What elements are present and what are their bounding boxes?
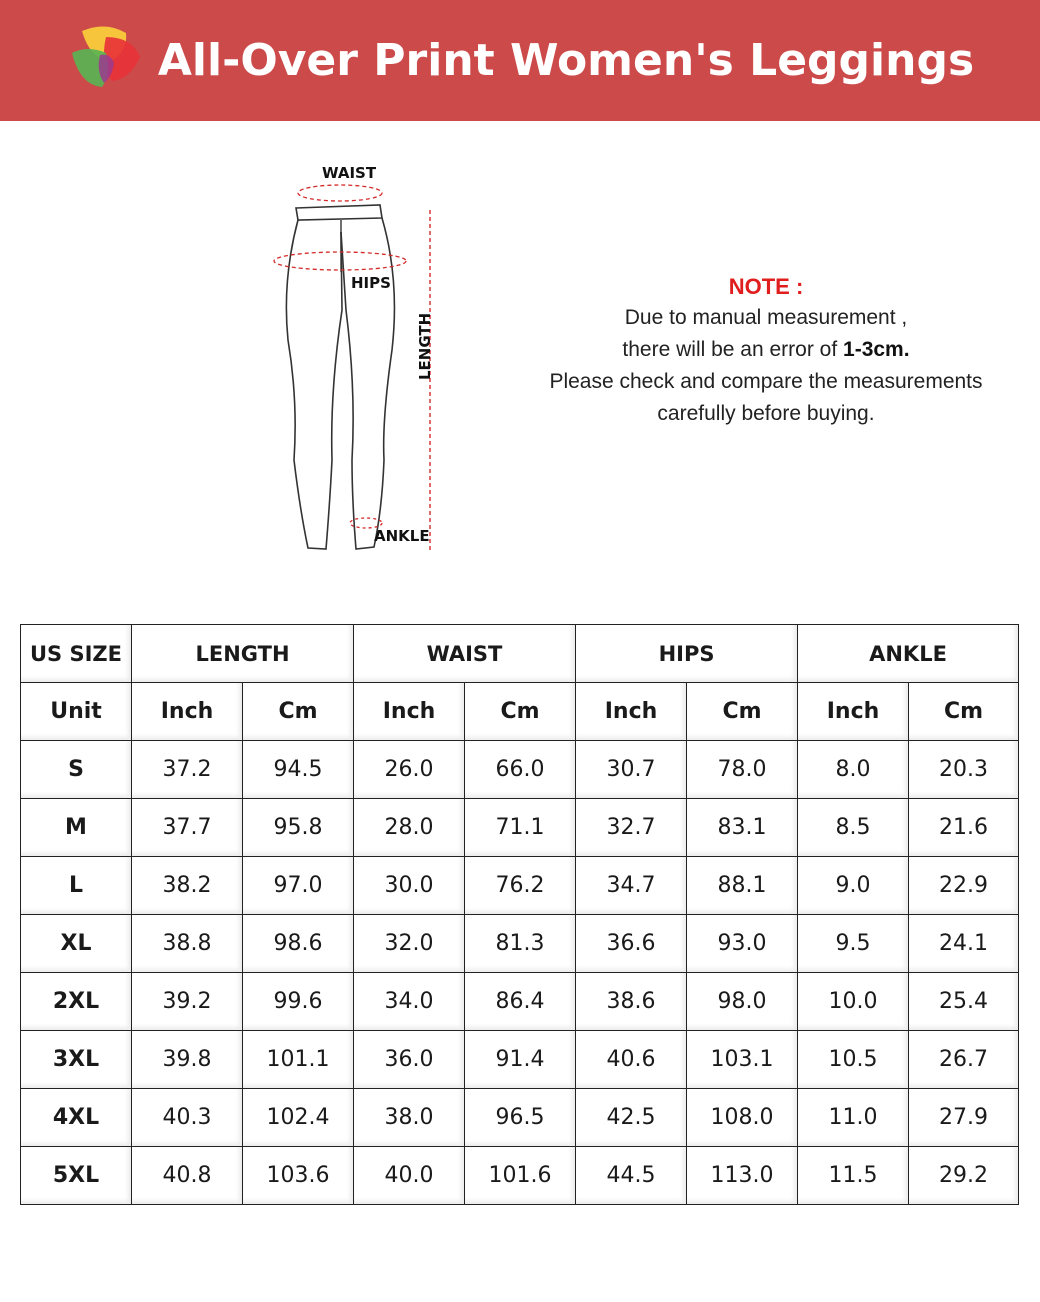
measurement-cell: 32.7 [576, 799, 687, 857]
table-row [21, 741, 1019, 799]
measurement-cell: 28.0 [354, 799, 465, 857]
group-header-length: LENGTH [132, 625, 354, 683]
note-line-3: Please check and compare the measurements [549, 370, 983, 393]
measurement-cell: 34.7 [576, 857, 687, 915]
measurement-cell: 37.7 [132, 799, 243, 857]
measurement-cell: 39.8 [132, 1031, 243, 1089]
measurement-cell: 102.4 [243, 1089, 354, 1147]
unit-cell: Inch [576, 683, 687, 741]
measurement-cell: 38.2 [132, 857, 243, 915]
measurement-cell: 94.5 [243, 741, 354, 799]
measurement-cell: 29.2 [909, 1147, 1019, 1205]
measurement-cell: 78.0 [687, 741, 798, 799]
measurement-note [536, 272, 996, 430]
unit-cell: Inch [798, 683, 909, 741]
unit-cell: Cm [687, 683, 798, 741]
measurement-cell: 97.0 [243, 857, 354, 915]
unit-cell: Inch [354, 683, 465, 741]
table-row [21, 857, 1019, 915]
note-line-2-text: there will be an error of [622, 338, 844, 361]
unit-label: Unit [21, 683, 132, 741]
size-cell: 3XL [21, 1031, 132, 1089]
measurement-cell: 86.4 [465, 973, 576, 1031]
measurement-cell: 30.0 [354, 857, 465, 915]
size-cell: XL [21, 915, 132, 973]
measurement-cell: 26.7 [909, 1031, 1019, 1089]
unit-cell: Cm [909, 683, 1019, 741]
measurement-cell: 36.6 [576, 915, 687, 973]
table-row [21, 1031, 1019, 1089]
group-header-hips: HIPS [576, 625, 798, 683]
note-line-1: Due to manual measurement , [624, 306, 908, 329]
size-cell: 2XL [21, 973, 132, 1031]
measurement-cell: 98.0 [687, 973, 798, 1031]
measurement-cell: 32.0 [354, 915, 465, 973]
group-header-ankle: ANKLE [798, 625, 1019, 683]
measurement-cell: 40.0 [354, 1147, 465, 1205]
size-cell: 4XL [21, 1089, 132, 1147]
measurement-cell: 99.6 [243, 973, 354, 1031]
measurement-cell: 93.0 [687, 915, 798, 973]
table-row [21, 915, 1019, 973]
header-banner [0, 0, 1040, 121]
note-title: NOTE : [728, 274, 804, 299]
measurement-cell: 10.5 [798, 1031, 909, 1089]
measurement-cell: 103.6 [243, 1147, 354, 1205]
measurement-cell: 81.3 [465, 915, 576, 973]
measurement-cell: 101.6 [465, 1147, 576, 1205]
unit-cell: Cm [243, 683, 354, 741]
measurement-cell: 25.4 [909, 973, 1019, 1031]
measurement-cell: 30.7 [576, 741, 687, 799]
measurement-cell: 91.4 [465, 1031, 576, 1089]
measurement-cell: 38.6 [576, 973, 687, 1031]
measurement-cell: 66.0 [465, 741, 576, 799]
measurement-cell: 11.5 [798, 1147, 909, 1205]
measurement-cell: 20.3 [909, 741, 1019, 799]
measurement-cell: 26.0 [354, 741, 465, 799]
size-cell: 5XL [21, 1147, 132, 1205]
note-error-range: 1-3cm. [843, 338, 910, 361]
measurement-cell: 88.1 [687, 857, 798, 915]
measurement-cell: 83.1 [687, 799, 798, 857]
measurement-cell: 10.0 [798, 973, 909, 1031]
unit-cell: Inch [132, 683, 243, 741]
table-row [21, 973, 1019, 1031]
measurement-cell: 96.5 [465, 1089, 576, 1147]
leggings-diagram [260, 160, 480, 560]
measurement-cell: 108.0 [687, 1089, 798, 1147]
measurement-cell: 38.0 [354, 1089, 465, 1147]
unit-cell: Cm [465, 683, 576, 741]
table-row [21, 1089, 1019, 1147]
measurement-cell: 71.1 [465, 799, 576, 857]
table-row [21, 799, 1019, 857]
measurement-cell: 76.2 [465, 857, 576, 915]
size-cell: S [21, 741, 132, 799]
measurement-cell: 42.5 [576, 1089, 687, 1147]
page-title: All-Over Print Women's Leggings [157, 35, 975, 86]
ankle-label: ANKLE [374, 527, 430, 545]
measurement-cell: 21.6 [909, 799, 1019, 857]
measurement-cell: 11.0 [798, 1089, 909, 1147]
size-cell: L [21, 857, 132, 915]
measurement-cell: 37.2 [132, 741, 243, 799]
note-line-2 [536, 334, 996, 366]
measurement-cell: 24.1 [909, 915, 1019, 973]
measurement-cell: 40.8 [132, 1147, 243, 1205]
length-label: LENGTH [416, 312, 434, 380]
measurement-cell: 40.6 [576, 1031, 687, 1089]
measurement-cell: 98.6 [243, 915, 354, 973]
measurement-cell: 103.1 [687, 1031, 798, 1089]
measurement-cell: 44.5 [576, 1147, 687, 1205]
brand-logo-icon [66, 23, 146, 93]
measurement-cell: 95.8 [243, 799, 354, 857]
measurement-cell: 8.5 [798, 799, 909, 857]
size-chart-table [20, 624, 1019, 1205]
leggings-outline-icon [260, 160, 480, 560]
size-cell: M [21, 799, 132, 857]
measurement-cell: 39.2 [132, 973, 243, 1031]
group-header-waist: WAIST [354, 625, 576, 683]
measurement-cell: 22.9 [909, 857, 1019, 915]
measurement-cell: 38.8 [132, 915, 243, 973]
table-row [21, 1147, 1019, 1205]
measurement-cell: 113.0 [687, 1147, 798, 1205]
measurement-cell: 36.0 [354, 1031, 465, 1089]
table-units-row [21, 683, 1019, 741]
measurement-cell: 34.0 [354, 973, 465, 1031]
measurement-cell: 9.0 [798, 857, 909, 915]
measurement-cell: 8.0 [798, 741, 909, 799]
waist-label: WAIST [322, 164, 377, 182]
table-header-row [21, 625, 1019, 683]
hips-label: HIPS [351, 274, 391, 292]
measurement-cell: 101.1 [243, 1031, 354, 1089]
measurement-cell: 27.9 [909, 1089, 1019, 1147]
us-size-header: US SIZE [21, 625, 132, 683]
measurement-cell: 9.5 [798, 915, 909, 973]
measurement-cell: 40.3 [132, 1089, 243, 1147]
note-line-4: carefully before buying. [657, 402, 875, 425]
